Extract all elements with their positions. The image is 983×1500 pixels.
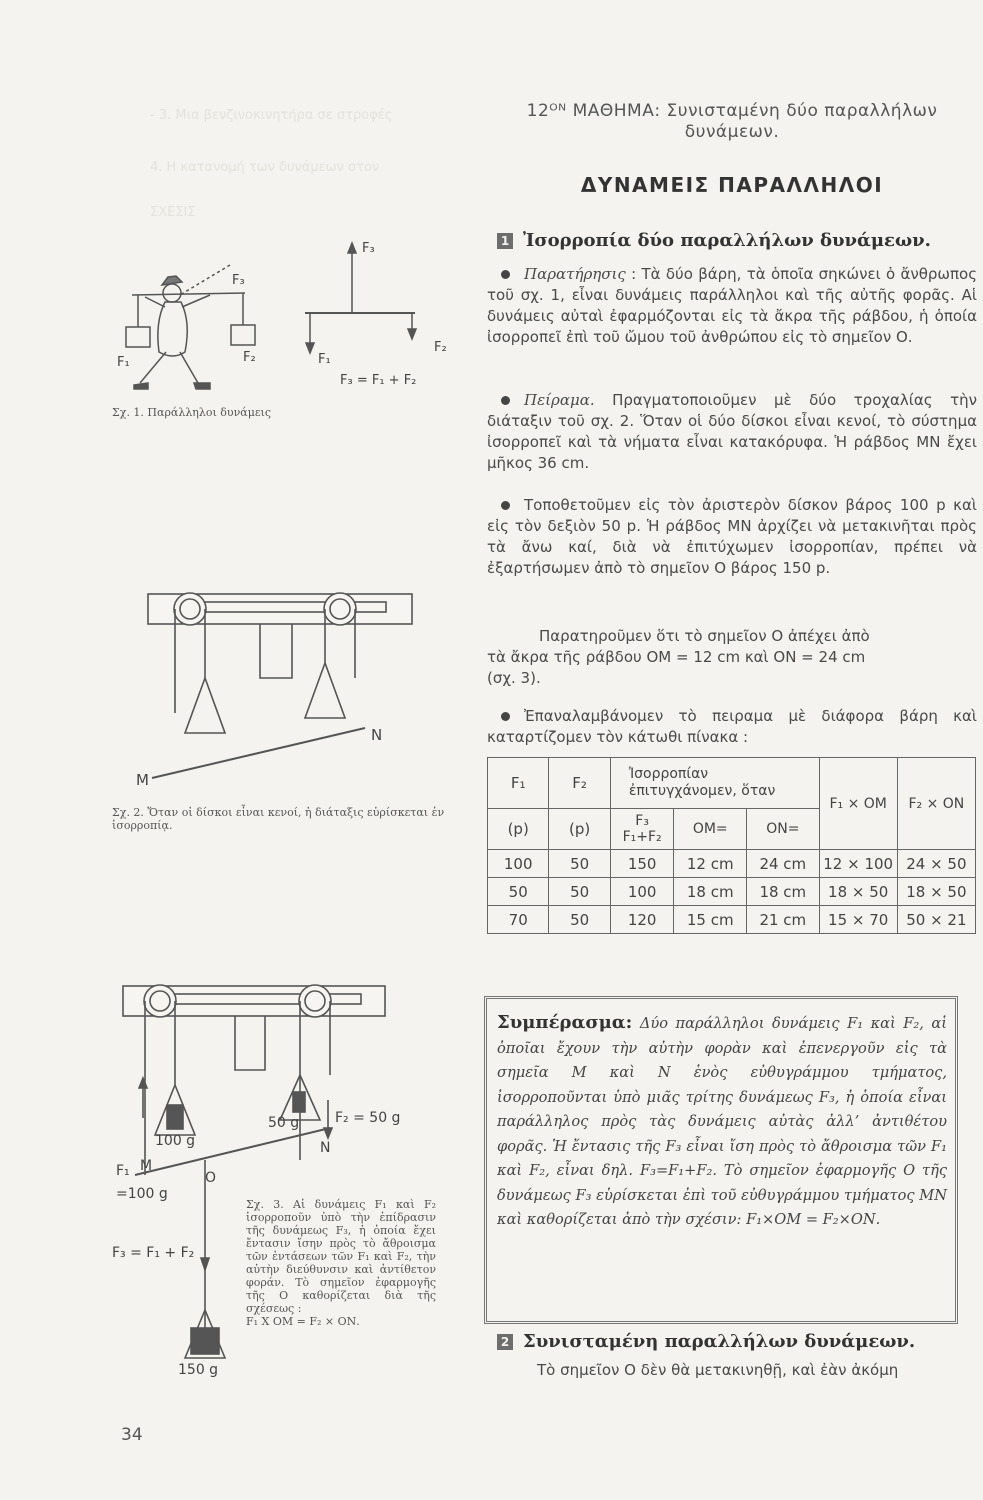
header-on: ΟΝ= [747,809,820,850]
header-f3-top: F₃ [635,813,649,829]
section-1-heading [497,230,931,251]
cell-f3: 150 [610,850,674,878]
fig1-f3-label: F₃ [362,241,375,256]
cell-p2: 18 × 50 [897,878,975,906]
header-f1: F₁ [488,758,549,809]
conclusion-box [484,996,958,1324]
experiment-paragraph [487,390,977,474]
fig3-o-label: Ο [205,1170,217,1186]
cell-p1: 18 × 50 [819,878,897,906]
cell-om: 18 cm [674,878,747,906]
fig2-n-label: Ν [371,726,383,744]
cell-on: 24 cm [747,850,820,878]
table-row [488,878,976,906]
header-f1-om: F₁ × ΟΜ [819,758,897,850]
observation-text: : Τὰ δύο βάρη, τὰ ὁποῖα σηκώνει ὁ ἄνθρωπος τοῦ σχ. 1, εἶναι δυνάμεις παράλληλοι καὶ τῆς αὐτῆς φορᾶς. Αἱ δυνάμεις αὐταὶ ἐφαρμόζονται εἰς τὰ ἄκρα τῆς ράβδου, ἡ ὁποία ἰσορροπεῖ ἐπὶ τοῦ ὤμου τοῦ ἀνθρώπου εἰς τὸ σημεῖον Ο. [487,265,977,346]
fig1-f2-label: F₂ [434,340,447,355]
fig3-50g-label: 50 g [268,1115,300,1131]
header-p1: (p) [488,809,549,850]
cell-f3: 100 [610,878,674,906]
fig3-f2-label: F₂ = 50 g [335,1110,401,1126]
placement-paragraph [487,495,977,579]
bleed-through-text: ΣΧΕΣΙΣ [150,205,196,220]
header-f2-on: F₂ × ΟΝ [897,758,975,850]
header-f3-bottom: F₁+F₂ [622,829,662,845]
header-om: ΟΜ= [674,809,747,850]
cell-p1: 15 × 70 [819,906,897,934]
bullet-icon [501,712,510,721]
section-2-number: 2 [497,1334,513,1350]
fig3-150g-label: 150 g [178,1362,219,1378]
observe-paragraph [487,626,977,689]
table-row [488,906,976,934]
fig1-f1-label: F₁ [318,352,331,367]
fig3-n-label: Ν [320,1140,331,1156]
repeat-paragraph [487,706,977,748]
section-1-title: Ἰσορροπία δύο παραλλήλων δυνάμεων. [523,230,931,251]
experiment-text: Πραγματοποιοῦμεν μὲ δύο τροχαλίας τὴν διάταξιν τοῦ σχ. 2. Ὅταν οἱ δύο δίσκοι εἶναι κενοί, τὸ σύστημα ἰσορροπεῖ καὶ τὰ νήματα εἶναι κατακόρυφα. Ἡ ράβδος ΜΝ ἔχει μῆκος 36 cm. [487,391,977,472]
bleed-through-text: - 3. Μια βενζινοκινητήρα σε στροφές [150,108,393,123]
observe-line-3: (σχ. 3). [487,669,541,687]
section-2-heading [497,1331,915,1352]
header-p2: (p) [549,809,610,850]
cell-on: 21 cm [747,906,820,934]
main-title: ΔΥΝΑΜΕΙΣ ΠΑΡΑΛΛΗΛΟΙ [580,173,884,197]
header-f3 [610,809,674,850]
experiment-label: Πείραμα. [524,391,595,409]
fig3-caption [246,1198,436,1328]
section-2-title: Συνισταμένη παραλλήλων δυνάμεων. [523,1331,916,1352]
section-2-text: Τὸ σημεῖον Ο δὲν θὰ μετακινηθῇ, καὶ ἐὰν ἀκόμη [537,1361,899,1379]
cell-p1: 12 × 100 [819,850,897,878]
cell-on: 18 cm [747,878,820,906]
man-carrying-yoke-illustration [126,276,255,389]
fig3-100g-label: 100 g [155,1133,196,1149]
fig1-f3-man-label: F₃ [232,273,245,288]
table-row [488,850,976,878]
repeat-text: Ἐπαναλαμβάνομεν τὸ πειραμα μὲ διάφορα βάρη καὶ καταρτίζομεν τὸν κάτωθι πίνακα : [487,707,977,746]
cell-om: 12 cm [674,850,747,878]
placement-text: Τοποθετοῦμεν εἰς τὸν ἀριστερὸν δίσκον βάρος 100 p καὶ εἰς τὸν δεξιὸν 50 p. Ἡ ράβδος ΜΝ ἀρχίζει νὰ μετακινῆται πρὸς τὰ ἄνω καί, διὰ νὰ ἐπιτύχωμεν ἰσορροπίαν, πρέπει νὰ ἐξαρτήσωμεν ἀπὸ τὸ σημεῖον Ο βάρος 150 p. [487,496,977,577]
fig2-caption: Σχ. 2. Ὅταν οἱ δίσκοι εἶναι κενοί, ἡ διάταξις εὑρίσκεται ἐν ἰσορροπίᾳ. [112,806,445,832]
cell-p2: 24 × 50 [897,850,975,878]
fig1-f2-bucket-label: F₂ [243,350,256,365]
cell-om: 15 cm [674,906,747,934]
cell-p2: 50 × 21 [897,906,975,934]
cell-f1: 70 [488,906,549,934]
observation-label: Παρατήρησις [524,265,626,283]
bleed-through-text: 4. Η κατανομή των δυνάμεων στον [150,160,380,175]
cell-f2: 50 [549,850,610,878]
section-1-number: 1 [497,233,513,249]
bullet-icon [501,270,510,279]
fig3-f1-value-label: =100 g [116,1186,168,1202]
header-f2: F₂ [549,758,610,809]
observe-line-1: Παρατηροῦμεν ὅτι τὸ σημεῖον Ο ἀπέχει ἀπὸ [539,627,870,645]
header-balance: Ἰσορροπίαν ἐπιτυγχάνομεν, ὅταν [610,758,819,809]
cell-f1: 100 [488,850,549,878]
cell-f1: 50 [488,878,549,906]
cell-f2: 50 [549,878,610,906]
figure-2 [140,588,420,788]
fig3-f3-label: F₃ = F₁ + F₂ [112,1245,195,1261]
bullet-icon [501,501,510,510]
page-number: 34 [121,1425,143,1445]
fig3-m-label: Μ [140,1158,153,1174]
fig3-formula: F₁ X ΟΜ = F₂ × ΟΝ. [246,1315,360,1328]
observe-line-2: τὰ ἄκρα τῆς ράβδου ΟΜ = 12 cm καὶ ΟΝ = 24 cm [487,648,866,666]
fig3-f1-label: F₁ [116,1163,130,1179]
conclusion-text: Δύο παράλληλοι δυνάμεις F₁ καὶ F₂, αἱ ὁποῖαι ἔχουν τὴν αὐτὴν φορὰν καὶ ἐπενεργοῦν εἰς τὰ σημεῖα Μ καὶ Ν ἑνὸς εὐθυγράμμου τμήματος, ἰσορροποῦνται ὑπὸ μιᾶς τρίτης δυνάμεως F₃, ἡ ὁποία εἶναι παράλληλος πρὸς τὰς δυνάμεις αὐτὰς ἀλλ’ ἀντιθέτου φορᾶς. Ἡ ἔντασις τῆς F₃ εἶναι ἴση πρὸς τὸ ἄθροισμα τῶν F₁ καὶ F₂, εἶναι δηλ. F₃=F₁+F₂. Τὸ σημεῖον ἐφαρμογῆς Ο τῆς δυνάμεως F₃ εὑρίσκεται ἐπὶ τοῦ εὐθυγράμμου τμήματος ΜΝ καὶ καθορίζεται ἀπὸ τὴν σχέσιν: F₁×ΟΜ = F₂×ΟΝ. [497,1015,948,1228]
cell-f3: 120 [610,906,674,934]
cell-f2: 50 [549,906,610,934]
fig2-m-label: Μ [136,771,149,789]
fig1-equation: F₃ = F₁ + F₂ [340,373,417,388]
fig3-caption-text: Σχ. 3. Αἱ δυνάμεις F₁ καὶ F₂ ἰσορροποῦν ὑπὸ τὴν ἐπίδρασιν τῆς δυνάμεως F₃, ἡ ὁποία ἔχει ἔντασιν ἴσην πρὸς τὸ ἄθροισμα τῶν ἐντάσεων τῶν F₁ καὶ F₂, τὴν αὐτὴν διεύθυνσιν καὶ ἀντίθετον φοράν. Τὸ σημεῖον ἐφαρμογῆς τῆς Ο καθορίζεται διὰ τῆς σχέσεως : [246,1198,436,1315]
observation-paragraph [487,264,977,348]
conclusion-label: Συμπέρασμα: [497,1012,633,1033]
fig1-f1-bucket-label: F₁ [117,355,130,370]
fig1-caption: Σχ. 1. Παράλληλοι δυνάμεις [112,406,272,419]
lesson-title: 12ᴼᴺ ΜΑΘΗΜΑ: Συνισταμένη δύο παραλλήλων δυνάμεων. [526,101,938,142]
results-table [487,757,976,934]
bullet-icon [501,396,510,405]
